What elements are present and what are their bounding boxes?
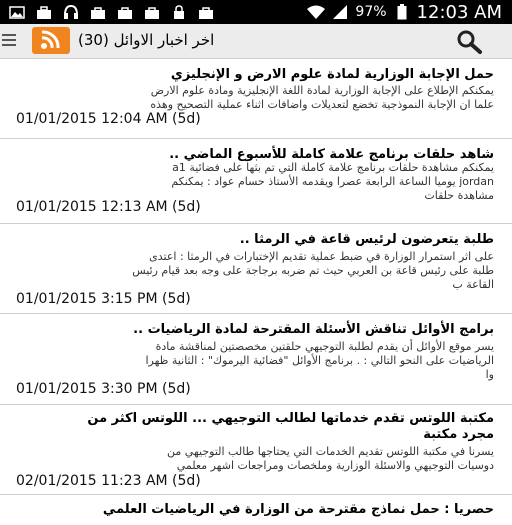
system-indicators bbox=[307, 2, 512, 23]
app-title: اخر اخبار الاوائل (30) bbox=[78, 31, 215, 49]
snippet-line: طلبة على رئيس قاعة بن العربي حيث تم ضربه برجاجة على وجه بعد قيام رئيس bbox=[132, 264, 494, 277]
news-title: مكتبة اللوتس تقدم خدماتها لطالب التوجيهي ... اللوتس اكثر من bbox=[87, 411, 494, 426]
briefcase-icon bbox=[35, 5, 53, 19]
rss-icon[interactable] bbox=[32, 27, 70, 54]
clock: 12:03 AM bbox=[416, 1, 502, 23]
snippet-line: يمكنكم الإطلاع على الإجابة الوزارية لمادة اللغة الإنجليزية ومادة علوم الارض bbox=[150, 84, 494, 97]
news-list bbox=[0, 59, 512, 525]
news-date: 02/01/2015 11:23 AM (5d) bbox=[16, 473, 201, 489]
news-date: 01/01/2015 3:15 PM (5d) bbox=[16, 291, 191, 307]
snippet-line: على اثر استمرار الوزارة في ضبط عملية تقديم الإختبارات في الرمثا : اعتدى bbox=[149, 250, 494, 263]
news-title-line2: مجرد مكتبة bbox=[423, 427, 494, 442]
news-title: شاهد حلقات برنامج علامة كاملة للأسبوع الماضي .. bbox=[169, 147, 494, 162]
news-date: 01/01/2015 12:13 AM (5d) bbox=[16, 199, 201, 215]
bag-icon bbox=[89, 5, 107, 19]
snippet-line: jordan يوميا الساعة الرابعة عصرا ويقدمه الأستاذ حسام عواد : يمكنكم bbox=[171, 175, 494, 188]
status-bar bbox=[0, 0, 512, 24]
list-item[interactable] bbox=[0, 139, 512, 224]
hamburger-icon[interactable] bbox=[2, 34, 16, 48]
signal-icon bbox=[331, 5, 349, 19]
snippet-line: يسرنا في مكتبة اللوتس تقديم الخدمات التي يحتاجها طالب التوجيهي من bbox=[167, 445, 494, 458]
headphones-icon bbox=[62, 5, 80, 19]
image-icon bbox=[8, 5, 26, 19]
lock-icon bbox=[170, 5, 188, 19]
news-snippet bbox=[171, 161, 494, 203]
wifi-icon bbox=[307, 5, 325, 19]
news-title: حصريا : حمل نماذج مقترحة من الوزارة في الرياضيات العلمي bbox=[102, 502, 494, 517]
snippet-line: دوسيات التوجيهي والاسئلة الوزارية وملخصات ومراجعات اشهر معلمي bbox=[176, 459, 494, 472]
list-item[interactable] bbox=[0, 314, 512, 405]
snippet-line: يمكنكم مشاهدة حلقات برنامج علامة كاملة التي تم بثها على فضائية a1 bbox=[172, 161, 494, 174]
news-snippet bbox=[145, 340, 494, 382]
news-title: طلبة يتعرضون لرئيس قاعة في الرمثا .. bbox=[239, 232, 494, 247]
bag-icon bbox=[116, 5, 134, 19]
list-item[interactable] bbox=[0, 405, 512, 495]
search-icon[interactable] bbox=[452, 28, 488, 56]
notification-icons bbox=[0, 5, 215, 19]
news-date: 01/01/2015 12:04 AM (5d) bbox=[16, 111, 201, 127]
battery-percent: 97% bbox=[355, 4, 387, 20]
snippet-line: وا bbox=[485, 368, 494, 381]
news-title: حمل الإجابة الوزارية لمادة علوم الارض و الإنجليزي bbox=[170, 67, 494, 82]
list-item[interactable] bbox=[0, 59, 512, 139]
snippet-line: مشاهدة حلقات bbox=[424, 189, 494, 202]
snippet-line: الرياضيات على النحو التالي : . برنامج الأوائل "فضائية اليرموك" : الثانية ظهرا bbox=[145, 354, 494, 367]
bag-icon bbox=[143, 5, 161, 19]
battery-icon bbox=[393, 5, 411, 19]
app-bar bbox=[0, 24, 512, 59]
snippet-line: القاعة ب bbox=[452, 278, 494, 291]
list-item[interactable] bbox=[0, 495, 512, 525]
list-item[interactable] bbox=[0, 224, 512, 314]
news-title: برامج الأوائل تناقش الأسئلة المقترحة لمادة الرياضيات .. bbox=[133, 322, 494, 337]
bag-icon bbox=[197, 5, 215, 19]
news-snippet bbox=[167, 445, 494, 473]
news-snippet bbox=[150, 84, 494, 112]
news-snippet bbox=[132, 250, 494, 292]
snippet-line: يسر موقع الأوائل أن يقدم لطلبة التوجيهي حلقتين مخصصتين لمناقشة مادة bbox=[155, 340, 494, 353]
snippet-line: علما ان الإجابة النموذجية تخضع لتعديلات واضافات اثناء عملية التصحيح وهذه bbox=[150, 98, 494, 111]
news-date: 01/01/2015 3:30 PM (5d) bbox=[16, 381, 191, 397]
